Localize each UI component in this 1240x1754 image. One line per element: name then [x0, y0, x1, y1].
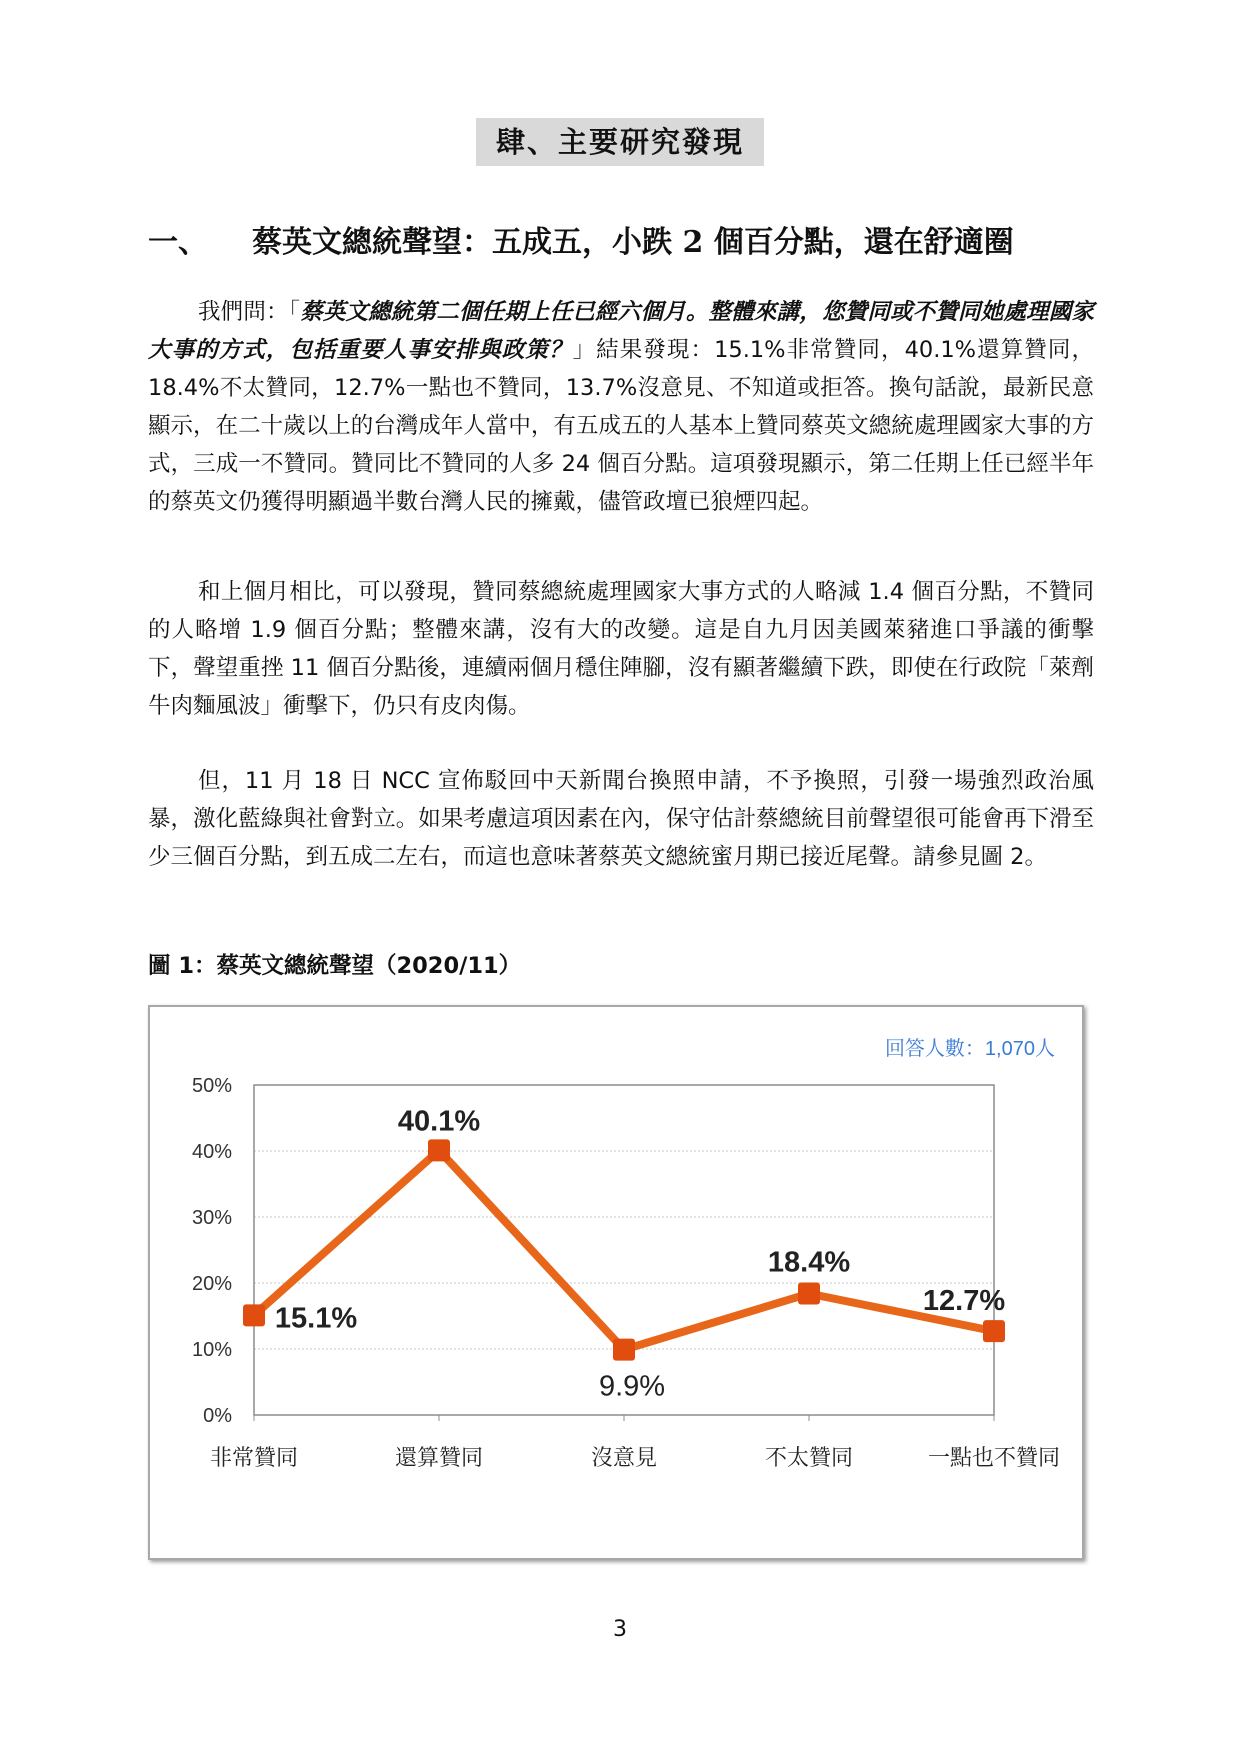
- section-heading: 肆、主要研究發現: [476, 118, 764, 166]
- survey-question: 蔡英文總統第二個任期上任已經六個月。整體來講，您贊同或不贊同她處理國家大事的方式，包括重要人事安排與政策？: [148, 299, 1094, 363]
- data-label: 9.9%: [598, 1370, 666, 1403]
- data-label: 40.1%: [397, 1105, 481, 1138]
- paragraph-1-lead: 我們問：「: [198, 299, 301, 325]
- data-point-marker: [613, 1339, 635, 1361]
- data-point-marker: [798, 1283, 820, 1305]
- x-tick-label: 不太贊同: [764, 1446, 854, 1471]
- data-label: 18.4%: [767, 1246, 851, 1279]
- figure-caption: 圖 1：蔡英文總統聲望（2020/11）: [148, 953, 522, 979]
- respondent-count-annotation: 回答人數：1,070人: [884, 1038, 1055, 1060]
- y-tick-label: 20%: [191, 1273, 232, 1295]
- plot-area-border: [254, 1085, 994, 1415]
- series-line: [254, 1150, 994, 1349]
- page-number: 3: [613, 1617, 627, 1642]
- x-tick-label: 沒意見: [590, 1446, 658, 1471]
- approval-line-chart: [150, 1007, 1082, 1558]
- y-tick-label: 50%: [191, 1075, 232, 1097]
- subheading: [148, 218, 1108, 268]
- y-tick-label: 30%: [191, 1207, 232, 1229]
- x-tick-label: 非常贊同: [209, 1446, 299, 1471]
- x-tick-label: 一點也不贊同: [927, 1446, 1061, 1471]
- subheading-text: 蔡英文總統聲望：五成五，小跌 2 個百分點，還在舒適圈: [252, 225, 1014, 260]
- data-label: 15.1%: [274, 1302, 358, 1335]
- data-label: 12.7%: [922, 1285, 1006, 1318]
- paragraph-1: [148, 293, 1094, 521]
- paragraph-3: 但，11 月 18 日 NCC 宣佈駁回中天新聞台換照申請，不予換照，引發一場強烈政治風暴，激化藍綠與社會對立。如果考慮這項因素在內，保守估計蔡總統目前聲望很可能會再下滑至少三個百分點，到五成二左右，而這也意味著蔡英文總統蜜月期已接近尾聲。請參見圖 2。: [148, 768, 1094, 870]
- y-tick-label: 10%: [191, 1339, 232, 1361]
- x-tick-label: 還算贊同: [394, 1446, 484, 1471]
- subheading-number: 一、: [148, 225, 208, 260]
- data-point-marker: [428, 1139, 450, 1161]
- y-tick-label: 0%: [203, 1405, 232, 1427]
- data-point-marker: [243, 1304, 265, 1326]
- y-tick-label: 40%: [191, 1141, 232, 1163]
- chart-frame: [148, 1005, 1084, 1560]
- data-point-marker: [983, 1320, 1005, 1342]
- paragraph-1-rest: 」結果發現：15.1%非常贊同，40.1%還算贊同，18.4%不太贊同，12.7%一點也不贊同，13.7%沒意見、不知道或拒答。換句話說，最新民意顯示，在二十歲以上的台灣成年人當中，有五成五的人基本上贊同蔡英文總統處理國家大事的方式，三成一不贊同。贊同比不贊同的人多 24 個百分點。這項發現顯示，第二任期上任已經半年的蔡英文仍獲得明顯過半數台灣人民的擁戴，儘管政壇已狼煙四起。: [148, 337, 1094, 515]
- paragraph-2: 和上個月相比，可以發現，贊同蔡總統處理國家大事方式的人略減 1.4 個百分點，不贊同的人略增 1.9 個百分點；整體來講，沒有大的改變。這是自九月因美國萊豬進口爭議的衝擊下，聲望重挫 11 個百分點後，連續兩個月穩住陣腳，沒有顯著繼續下跌，即使在行政院「萊劑牛肉麵風波」衝擊下，仍只有皮肉傷。: [148, 579, 1094, 719]
